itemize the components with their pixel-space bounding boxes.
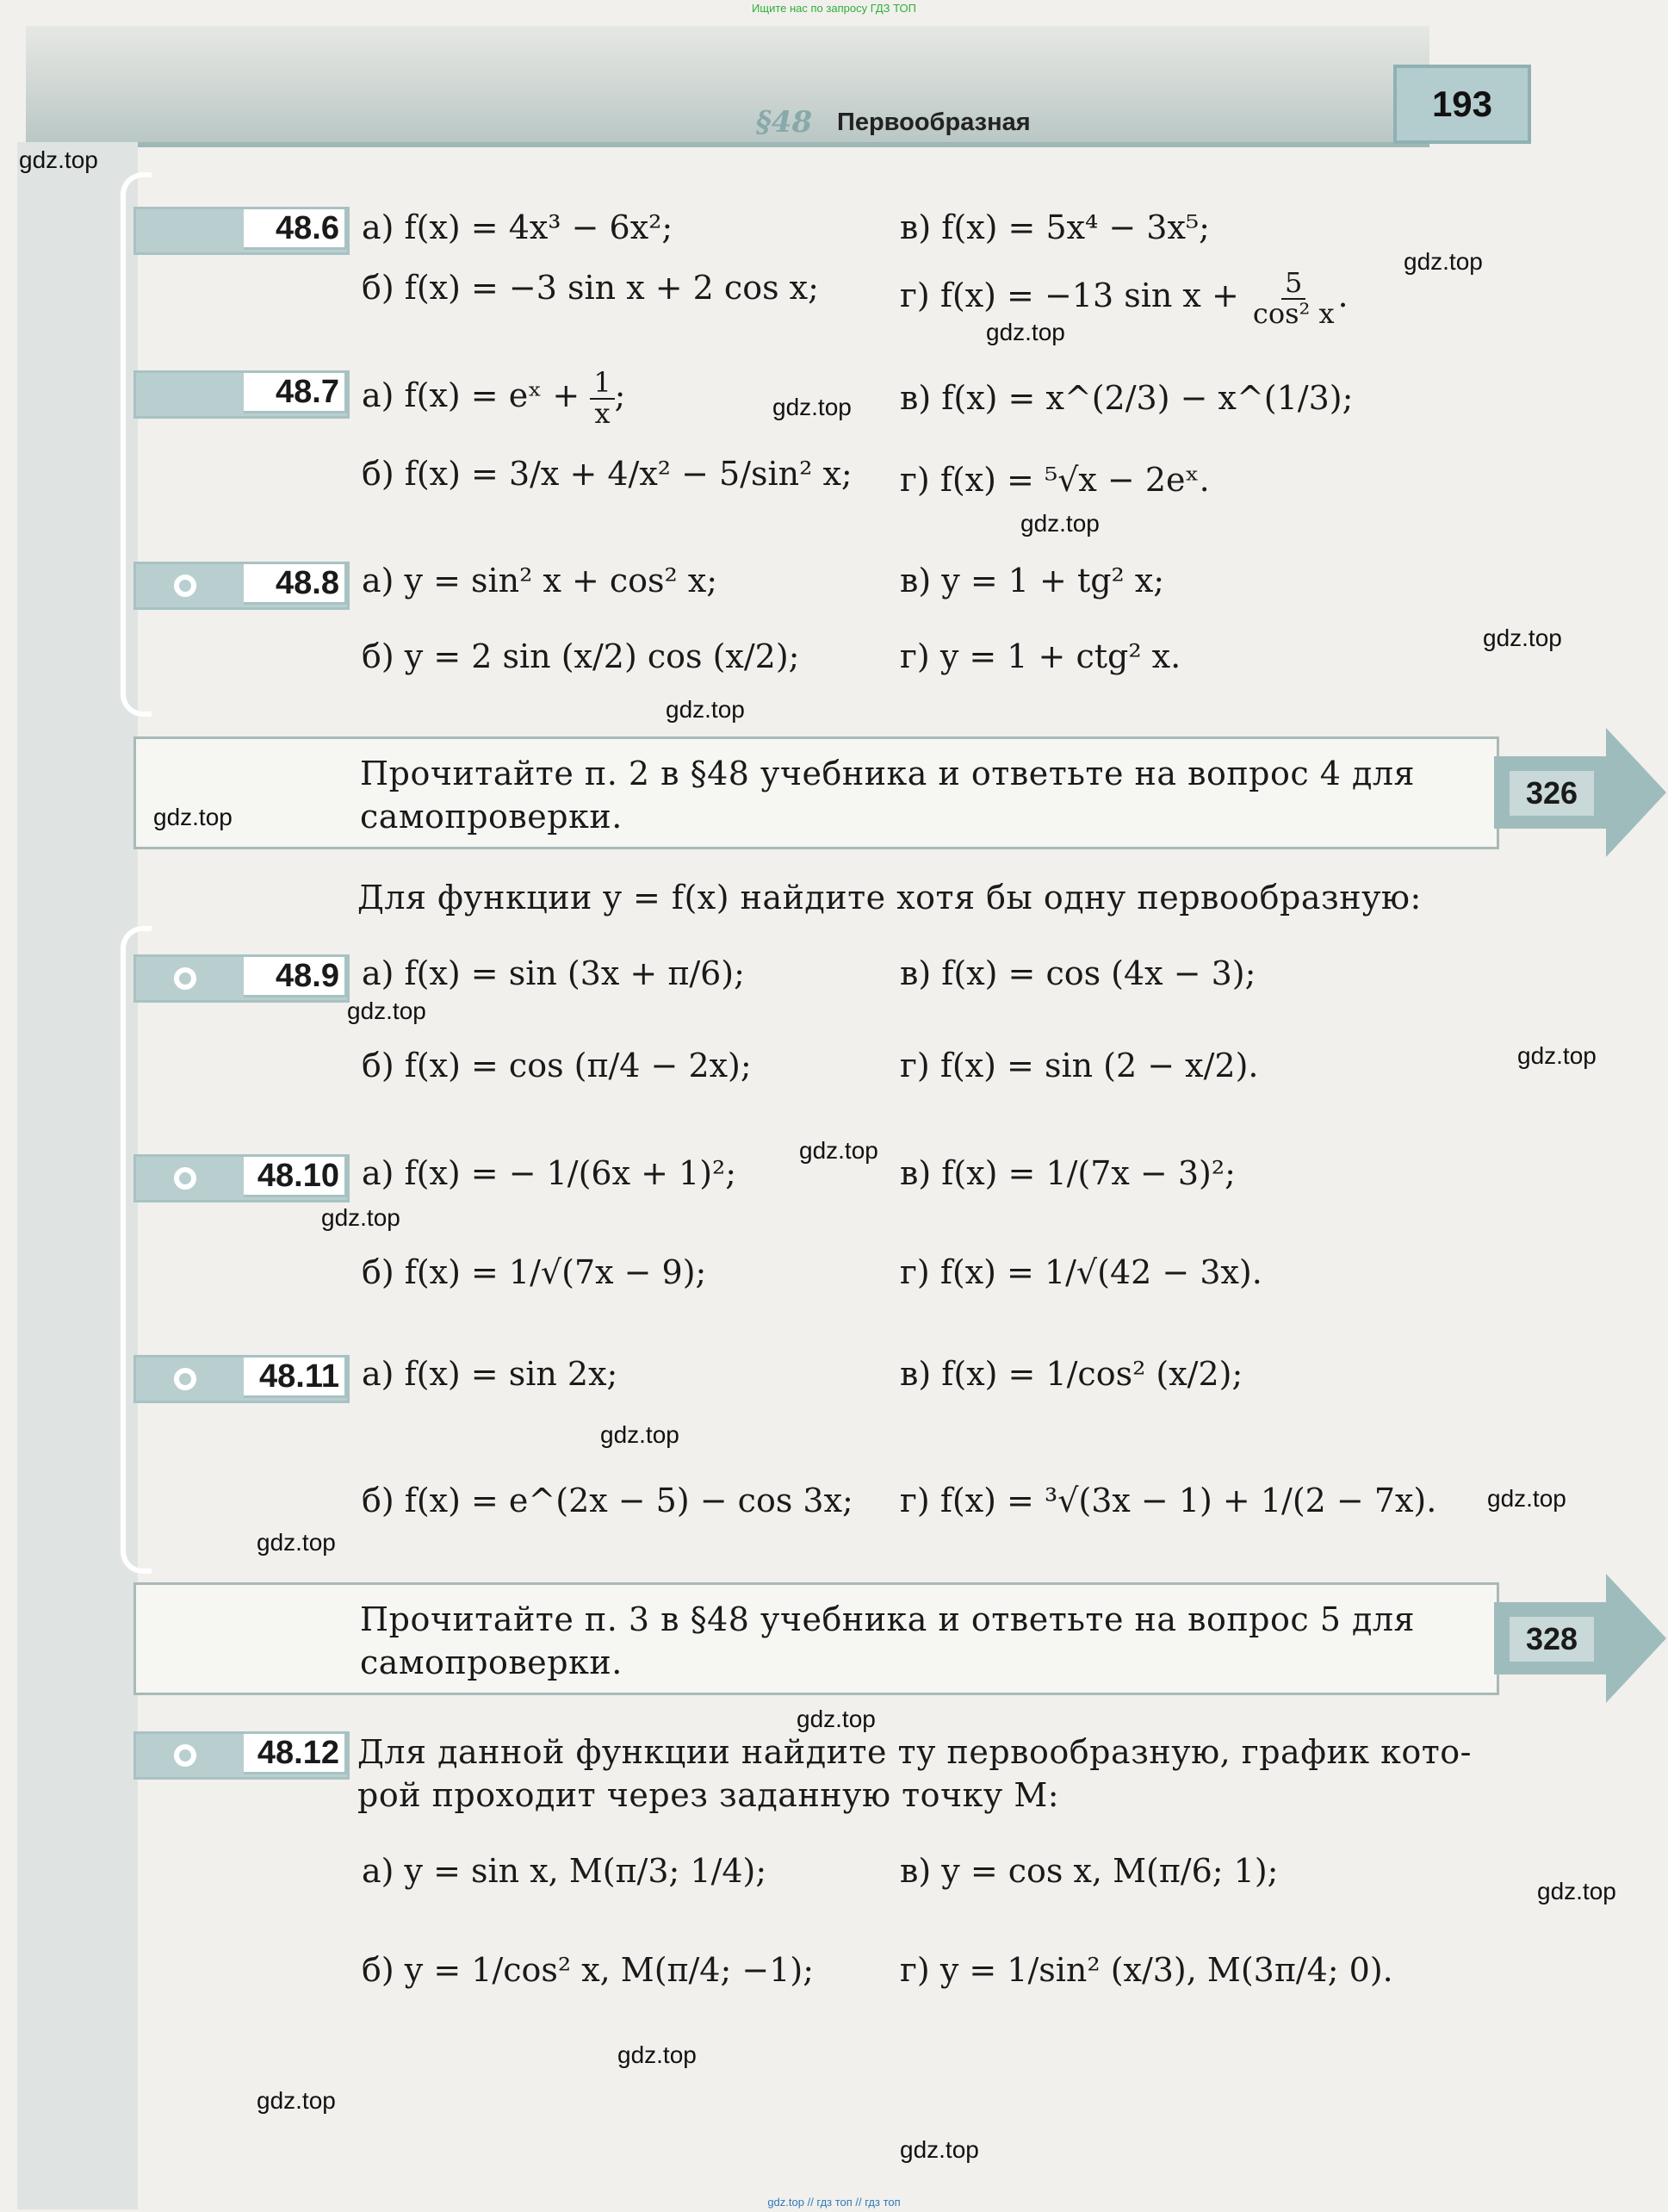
numerator: 5 bbox=[1281, 269, 1305, 300]
circle-marker-icon bbox=[174, 1368, 196, 1390]
exercise-item: а) f(x) = 4x³ − 6x²; bbox=[362, 208, 673, 246]
header-band bbox=[26, 26, 1429, 147]
formula-prefix: б) f(x) = bbox=[362, 455, 499, 493]
info-text: самопроверки. bbox=[360, 1643, 623, 1681]
watermark: gdz.top bbox=[986, 319, 1065, 345]
watermark: gdz.top bbox=[900, 2136, 979, 2163]
page-reference: 326 bbox=[1510, 771, 1594, 816]
exercise-intro: Для данной функции найдите ту первообразную, график кото- bbox=[357, 1733, 1472, 1771]
watermark: gdz.top bbox=[347, 997, 426, 1024]
exercise-tag bbox=[133, 1355, 350, 1403]
watermark: gdz.top bbox=[799, 1137, 878, 1164]
section-number: §48 bbox=[756, 105, 813, 140]
fraction bbox=[590, 366, 614, 430]
exercise-item: б) f(x) = 3/x + 4/x² − 5/sin² x; bbox=[362, 455, 853, 493]
bottom-note: gdz.top // гдз топ // гдз топ bbox=[767, 2196, 901, 2209]
page-reference: 328 bbox=[1510, 1617, 1594, 1662]
exercise-tag bbox=[133, 954, 350, 1003]
watermark: gdz.top bbox=[257, 2087, 336, 2114]
exercise-item: г) f(x) = 1/√(42 − 3x). bbox=[900, 1253, 1262, 1291]
exercise-item: в) f(x) = 1/(7x − 3)²; bbox=[900, 1154, 1236, 1192]
exercise-number: 48.7 bbox=[244, 370, 347, 413]
exercise-number: 48.8 bbox=[244, 562, 347, 605]
exercise-item: б) y = 1/cos² x, M(π/4; −1); bbox=[362, 1951, 815, 1989]
circle-marker-icon bbox=[174, 575, 196, 597]
exercise-tag bbox=[133, 370, 350, 419]
exercise-item: в) f(x) = 5x⁴ − 3x⁵; bbox=[900, 208, 1210, 246]
exercise-item: в) y = 1 + tg² x; bbox=[900, 562, 1165, 600]
exercise-item: а) f(x) = eˣ + $\frac{1}{x}$ ; bbox=[362, 366, 626, 430]
info-box bbox=[133, 1582, 1499, 1695]
exercise-tag bbox=[133, 1154, 350, 1202]
exercise-item: г) y = 1 + ctg² x. bbox=[900, 637, 1181, 675]
watermark: gdz.top bbox=[1483, 624, 1562, 651]
info-text: самопроверки. bbox=[360, 798, 623, 836]
exercise-tag bbox=[133, 1731, 350, 1780]
formula-prefix: г) f(x) = −13 sin x + bbox=[900, 276, 1239, 315]
watermark: gdz.top bbox=[772, 394, 852, 420]
section-title: Первообразная bbox=[837, 109, 1031, 136]
numerator: 1 bbox=[590, 369, 614, 400]
exercise-item: а) f(x) = sin (3x + π/6); bbox=[362, 954, 745, 992]
group-bracket-2 bbox=[121, 926, 152, 1574]
watermark: gdz.top bbox=[1404, 248, 1483, 275]
exercise-number: 48.11 bbox=[244, 1355, 347, 1398]
exercise-number: 48.10 bbox=[244, 1154, 347, 1197]
circle-marker-icon bbox=[174, 967, 196, 990]
info-text: Прочитайте п. 2 в §48 учебника и ответьте на вопрос 4 для bbox=[360, 755, 1415, 792]
exercise-tag bbox=[133, 562, 350, 610]
watermark: gdz.top bbox=[1020, 510, 1100, 537]
page-number: 193 bbox=[1393, 65, 1531, 144]
watermark: gdz.top bbox=[1487, 1485, 1566, 1512]
exercise-item: б) f(x) = 1/√(7x − 9); bbox=[362, 1253, 707, 1291]
instruction-text: Для функции y = f(x) найдите хотя бы одну первообразную: bbox=[357, 879, 1422, 916]
exercise-item: в) f(x) = 1/cos² (x/2); bbox=[900, 1355, 1243, 1393]
denominator: x bbox=[594, 396, 611, 430]
circle-marker-icon bbox=[174, 1167, 196, 1190]
exercise-item: а) f(x) = − 1/(6x + 1)²; bbox=[362, 1154, 737, 1192]
exercise-number: 48.12 bbox=[244, 1731, 347, 1774]
exercise-item: г) f(x) = ⁵√x − 2eˣ. bbox=[900, 461, 1210, 499]
exercise-item: г) y = 1/sin² (x/3), M(3π/4; 0). bbox=[900, 1951, 1393, 1989]
formula-term: 5/sin² x bbox=[719, 455, 841, 493]
watermark: gdz.top bbox=[797, 1706, 876, 1732]
exercise-intro: рой проходит через заданную точку M: bbox=[357, 1776, 1060, 1814]
page-reference-arrow[interactable] bbox=[1494, 1574, 1666, 1703]
watermark: gdz.top bbox=[153, 804, 233, 830]
info-text: Прочитайте п. 3 в §48 учебника и ответьте на вопрос 5 для bbox=[360, 1600, 1415, 1638]
exercise-item: а) f(x) = sin 2x; bbox=[362, 1355, 618, 1393]
left-margin-strip bbox=[17, 142, 138, 2209]
top-note: Ищите нас по запросу ГДЗ ТОП bbox=[752, 2, 916, 15]
exercise-item: б) f(x) = −3 sin x + 2 cos x; bbox=[362, 269, 819, 307]
formula-term: 3/x bbox=[508, 455, 560, 493]
formula-term: 4/x² bbox=[607, 455, 672, 493]
exercise-item: в) y = cos x, M(π/6; 1); bbox=[900, 1852, 1279, 1890]
exercise-item: б) f(x) = e^(2x − 5) − cos 3x; bbox=[362, 1482, 853, 1519]
page-reference-arrow[interactable] bbox=[1494, 728, 1666, 857]
watermark: gdz.top bbox=[1517, 1042, 1597, 1069]
info-box bbox=[133, 736, 1499, 849]
exercise-item: а) y = sin² x + cos² x; bbox=[362, 562, 718, 600]
exercise-item: г) f(x) = sin (2 − x/2). bbox=[900, 1047, 1259, 1084]
exercise-item: а) y = sin x, M(π/3; 1/4); bbox=[362, 1852, 767, 1890]
exercise-number: 48.9 bbox=[244, 954, 347, 997]
exercise-item: б) y = 2 sin (x/2) cos (x/2); bbox=[362, 637, 800, 675]
watermark: gdz.top bbox=[617, 2041, 697, 2068]
exercise-item: г) f(x) = ³√(3x − 1) + 1/(2 − 7x). bbox=[900, 1482, 1437, 1519]
watermark: gdz.top bbox=[666, 696, 745, 723]
fraction bbox=[1249, 266, 1338, 330]
watermark: gdz.top bbox=[321, 1204, 400, 1231]
watermark: gdz.top bbox=[19, 146, 98, 173]
exercise-number: 48.6 bbox=[244, 207, 347, 250]
denominator: cos² x bbox=[1252, 296, 1335, 330]
circle-marker-icon bbox=[174, 1744, 196, 1767]
watermark: gdz.top bbox=[257, 1529, 336, 1556]
exercise-item: б) f(x) = cos (π/4 − 2x); bbox=[362, 1047, 752, 1084]
formula-prefix: а) f(x) = eˣ + bbox=[362, 376, 580, 415]
exercise-item: в) f(x) = x^(2/3) − x^(1/3); bbox=[900, 379, 1354, 417]
watermark: gdz.top bbox=[1537, 1878, 1616, 1904]
watermark: gdz.top bbox=[600, 1421, 679, 1448]
exercise-item: в) f(x) = cos (4x − 3); bbox=[900, 954, 1256, 992]
exercise-item: г) f(x) = −13 sin x + $\frac{5}{\text{cos² x}}$ . bbox=[900, 266, 1349, 330]
exercise-tag bbox=[133, 207, 350, 255]
